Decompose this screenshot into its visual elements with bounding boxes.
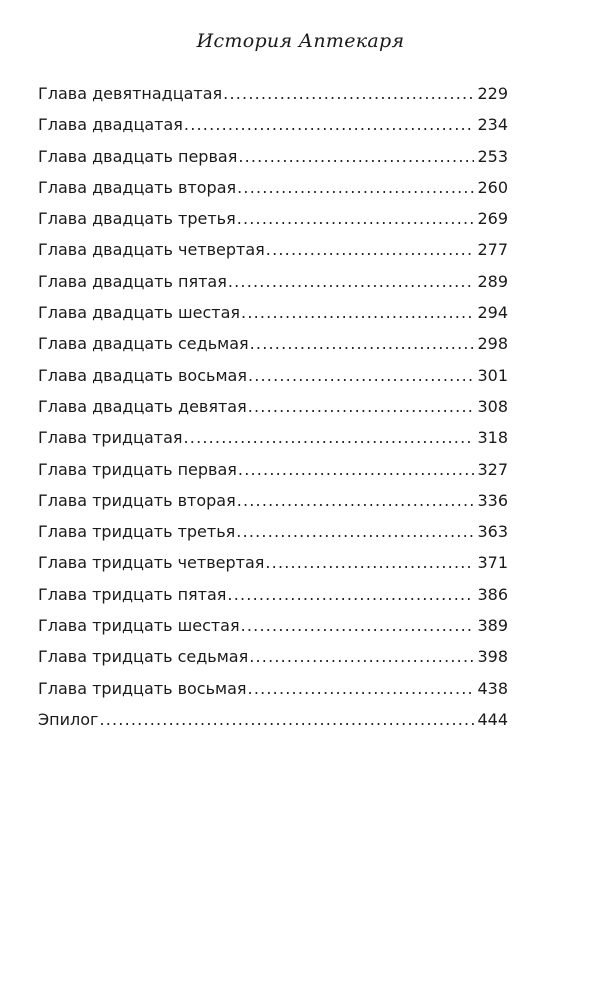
- toc-entry-label: Эпилог: [38, 709, 99, 729]
- running-title: История Аптекаря: [196, 30, 405, 52]
- toc-entry: [38, 141, 508, 172]
- toc-entry: [38, 328, 508, 359]
- toc-entry-page-number: 277: [477, 240, 508, 260]
- toc-entry-label: Глава тридцать первая: [38, 459, 237, 479]
- dot-leader: [248, 673, 475, 704]
- toc-entry: [38, 579, 508, 610]
- toc-entry-page-number: 438: [477, 678, 508, 698]
- dot-leader: [248, 360, 475, 391]
- dot-leader: [184, 109, 475, 140]
- dot-leader: [223, 78, 474, 109]
- toc-entry: [38, 641, 508, 672]
- toc-entry-page-number: 253: [477, 146, 508, 166]
- toc-entry: [38, 78, 508, 109]
- toc-entry-page-number: 336: [477, 490, 508, 510]
- toc-entry-label: Глава тридцать восьмая: [38, 678, 247, 698]
- toc-entry-label: Глава тридцать четвертая: [38, 553, 265, 573]
- dot-leader: [238, 454, 475, 485]
- toc-entry: [38, 203, 508, 234]
- toc-entry: [38, 360, 508, 391]
- toc-entry-page-number: 318: [477, 428, 508, 448]
- toc-entry-page-number: 234: [477, 115, 508, 135]
- toc-entry: [38, 109, 508, 140]
- toc-entry-label: Глава тридцать вторая: [38, 490, 236, 510]
- toc-entry: [38, 266, 508, 297]
- toc-entry-page-number: 386: [477, 584, 508, 604]
- toc-entry-label: Глава тридцать шестая: [38, 616, 240, 636]
- toc-entry-page-number: 298: [477, 334, 508, 354]
- dot-leader: [237, 485, 475, 516]
- toc-entry: [38, 172, 508, 203]
- table-of-contents: [38, 78, 508, 735]
- toc-entry-label: Глава двадцать вторая: [38, 177, 237, 197]
- toc-entry-label: Глава двадцать седьмая: [38, 334, 249, 354]
- toc-entry: [38, 704, 508, 735]
- dot-leader: [237, 172, 474, 203]
- toc-entry-label: Глава двадцать пятая: [38, 271, 227, 291]
- toc-entry-page-number: 308: [477, 396, 508, 416]
- toc-entry-page-number: 398: [477, 647, 508, 667]
- toc-entry-label: Глава двадцать восьмая: [38, 365, 247, 385]
- dot-leader: [266, 234, 475, 265]
- dot-leader: [238, 141, 474, 172]
- toc-entry-label: Глава двадцатая: [38, 115, 183, 135]
- toc-entry: [38, 485, 508, 516]
- toc-entry-page-number: 260: [477, 177, 508, 197]
- dot-leader: [228, 266, 475, 297]
- toc-entry: [38, 673, 508, 704]
- toc-entry: [38, 297, 508, 328]
- toc-entry-label: Глава тридцать пятая: [38, 584, 227, 604]
- toc-entry: [38, 422, 508, 453]
- dot-leader: [237, 203, 475, 234]
- toc-entry-page-number: 371: [477, 553, 508, 573]
- dot-leader: [265, 547, 474, 578]
- toc-entry: [38, 454, 508, 485]
- dot-leader: [241, 297, 474, 328]
- toc-entry-page-number: 444: [477, 709, 508, 729]
- toc-entry-label: Глава девятнадцатая: [38, 84, 223, 103]
- toc-entry: [38, 610, 508, 641]
- dot-leader: [227, 579, 474, 610]
- toc-entry: [38, 516, 508, 547]
- toc-entry-page-number: 269: [477, 209, 508, 229]
- toc-entry-label: Глава тридцатая: [38, 428, 183, 448]
- dot-leader: [248, 391, 475, 422]
- toc-entry-label: Глава тридцать седьмая: [38, 647, 249, 667]
- toc-entry: [38, 391, 508, 422]
- toc-entry-label: Глава двадцать четвертая: [38, 240, 265, 260]
- toc-entry-page-number: 229: [477, 84, 508, 103]
- toc-entry-label: Глава двадцать девятая: [38, 396, 247, 416]
- toc-entry-page-number: 363: [477, 522, 508, 542]
- toc-entry-page-number: 294: [477, 303, 508, 323]
- toc-entry: [38, 234, 508, 265]
- dot-leader: [249, 641, 474, 672]
- dot-leader: [236, 516, 474, 547]
- toc-entry-page-number: 389: [477, 616, 508, 636]
- dot-leader: [241, 610, 475, 641]
- toc-entry-label: Глава двадцать первая: [38, 146, 238, 166]
- dot-leader: [99, 704, 474, 735]
- toc-entry-label: Глава двадцать третья: [38, 209, 236, 229]
- toc-entry-label: Глава двадцать шестая: [38, 303, 241, 323]
- toc-entry-page-number: 289: [477, 271, 508, 291]
- toc-entry-page-number: 327: [477, 459, 508, 479]
- dot-leader: [250, 328, 475, 359]
- toc-entry-page-number: 301: [477, 365, 508, 385]
- toc-entry: [38, 547, 508, 578]
- toc-entry-label: Глава тридцать третья: [38, 522, 236, 542]
- dot-leader: [184, 422, 475, 453]
